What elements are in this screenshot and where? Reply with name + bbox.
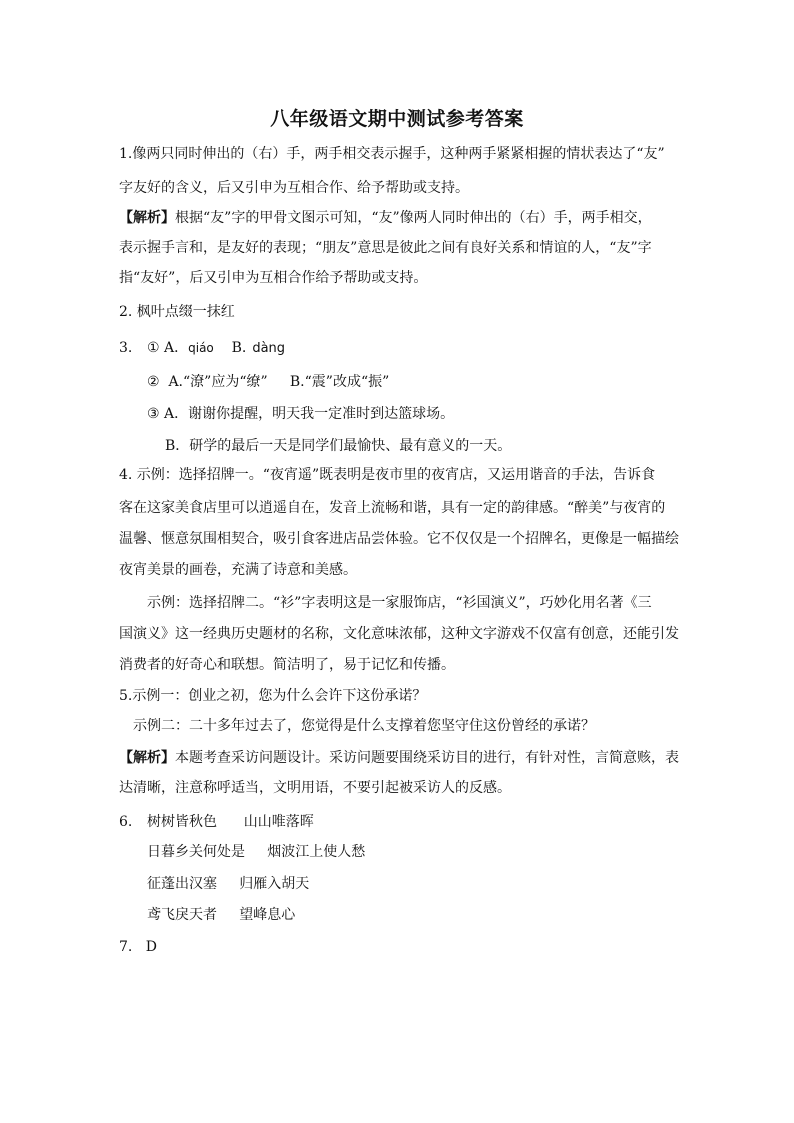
- q3-part-2: ② A.“潦”应为“缭” B.“震”改成“振”: [147, 374, 390, 390]
- q4-line-7: 消费者的好奇心和联想。简洁明了，易于记忆和传播。: [119, 657, 455, 673]
- q1-answer-line-2: 字友好的含义，后又引申为互相合作、给予帮助或支持。: [119, 180, 469, 196]
- q4-line-3: 温馨、惬意氛围相契合，吸引食客进店品尝体验。它不仅仅是一个招牌名，更像是一幅描绘: [119, 531, 679, 547]
- q7-answer: 7. D: [119, 939, 157, 955]
- q6-number: 6.: [119, 814, 133, 830]
- q5-analysis-text-1: 本题考查采访问题设计。采访问题要围绕采访目的进行，有针对性，言简意赅，表: [175, 750, 679, 766]
- q6-line-3: 征蓬出汉塞 归雁入胡天: [147, 876, 310, 892]
- q5-line-2: 示例二：二十多年过去了，您觉得是什么支撑着您坚守住这份曾经的承诺？: [133, 718, 595, 734]
- q4-line-5: 示例：选择招牌二。“衫”字表明这是一家服饰店，“衫国演义”，巧妙化用名著《三: [147, 595, 652, 611]
- q1-analysis-line-2: 表示握手言和，是友好的表现；“朋友”意思是彼此之间有良好关系和情谊的人，“友”字: [119, 240, 652, 256]
- q1-analysis-line-1: [119, 208, 652, 228]
- q4-line-1: 4. 示例：选择招牌一。“夜宵遥”既表明是夜市里的夜宵店，又运用谐音的手法，告诉食: [119, 467, 656, 483]
- q3-part-1: [147, 338, 285, 359]
- q4-line-4: 夜宵美景的画卷，充满了诗意和美感。: [119, 562, 357, 578]
- q1-answer-line-1: 1.像两只同时伸出的（右）手，两手相交表示握手，这种两手紧紧相握的情状表达了“友”: [119, 146, 665, 162]
- q5-analysis-line-2: 达清晰，注意称呼适当，文明用语，不要引起被采访人的反感。: [119, 780, 511, 796]
- analysis-tag: 【解析】: [119, 750, 175, 766]
- q3-pinyin-b: dàng: [252, 341, 286, 356]
- q1-analysis-line-3: 指“友好”，后又引申为互相合作给予帮助或支持。: [119, 270, 428, 286]
- q3-pinyin-a: qiáo: [188, 341, 214, 355]
- q2-answer: 2. 枫叶点缀一抹红: [119, 304, 235, 320]
- q5-analysis-line-1: [119, 748, 679, 768]
- q6-line-1: 树树皆秋色 山山唯落晖: [147, 814, 314, 830]
- q3-part-3: ③ A．谢谢你提醒，明天我一定准时到达篮球场。: [147, 406, 455, 422]
- q5-line-1: 5.示例一：创业之初，您为什么会许下这份承诺？: [119, 688, 427, 704]
- page-title: 八年级语文期中测试参考答案: [270, 108, 524, 130]
- q4-line-2: 客在这家美食店里可以逍遥自在，发音上流畅和谐，具有一定的韵律感。“醉美”与夜宵的: [119, 500, 666, 516]
- q3-part-1-prefix: ① A．: [147, 340, 189, 356]
- q4-line-6: 国演义》这一经典历史题材的名称，文化意味浓郁，这种文字游戏不仅富有创意，还能引发: [119, 626, 679, 642]
- q6-line-4: 鸢飞戾天者 望峰息心: [147, 907, 296, 923]
- q3-part-3-b: B．研学的最后一天是同学们最愉快、最有意义的一天。: [165, 438, 512, 454]
- q6-line-2: 日暮乡关何处是 烟波江上使人愁: [147, 844, 366, 860]
- q1-analysis-text-1: 根据“友”字的甲骨文图示可知，“友”像两人同时伸出的（右）手，两手相交，: [175, 210, 652, 226]
- q3-part-1-mid: B.: [213, 340, 247, 356]
- analysis-tag: 【解析】: [119, 210, 175, 226]
- q3-number: 3.: [119, 340, 133, 356]
